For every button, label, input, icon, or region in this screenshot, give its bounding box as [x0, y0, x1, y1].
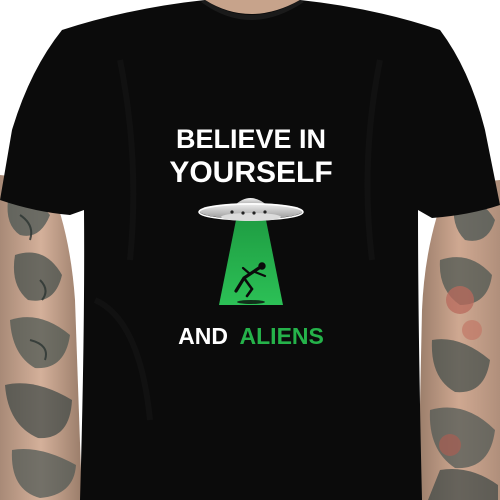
print-line-yourself: YOURSELF [169, 156, 333, 189]
print-word-and: AND [178, 323, 228, 349]
ground-shadow [237, 300, 265, 304]
print-line-believe-in: BELIEVE IN [175, 124, 327, 154]
right-arm [418, 180, 500, 500]
print-line-and-aliens [178, 323, 324, 349]
print-word-aliens: ALIENS [239, 323, 324, 349]
left-arm [0, 175, 82, 500]
